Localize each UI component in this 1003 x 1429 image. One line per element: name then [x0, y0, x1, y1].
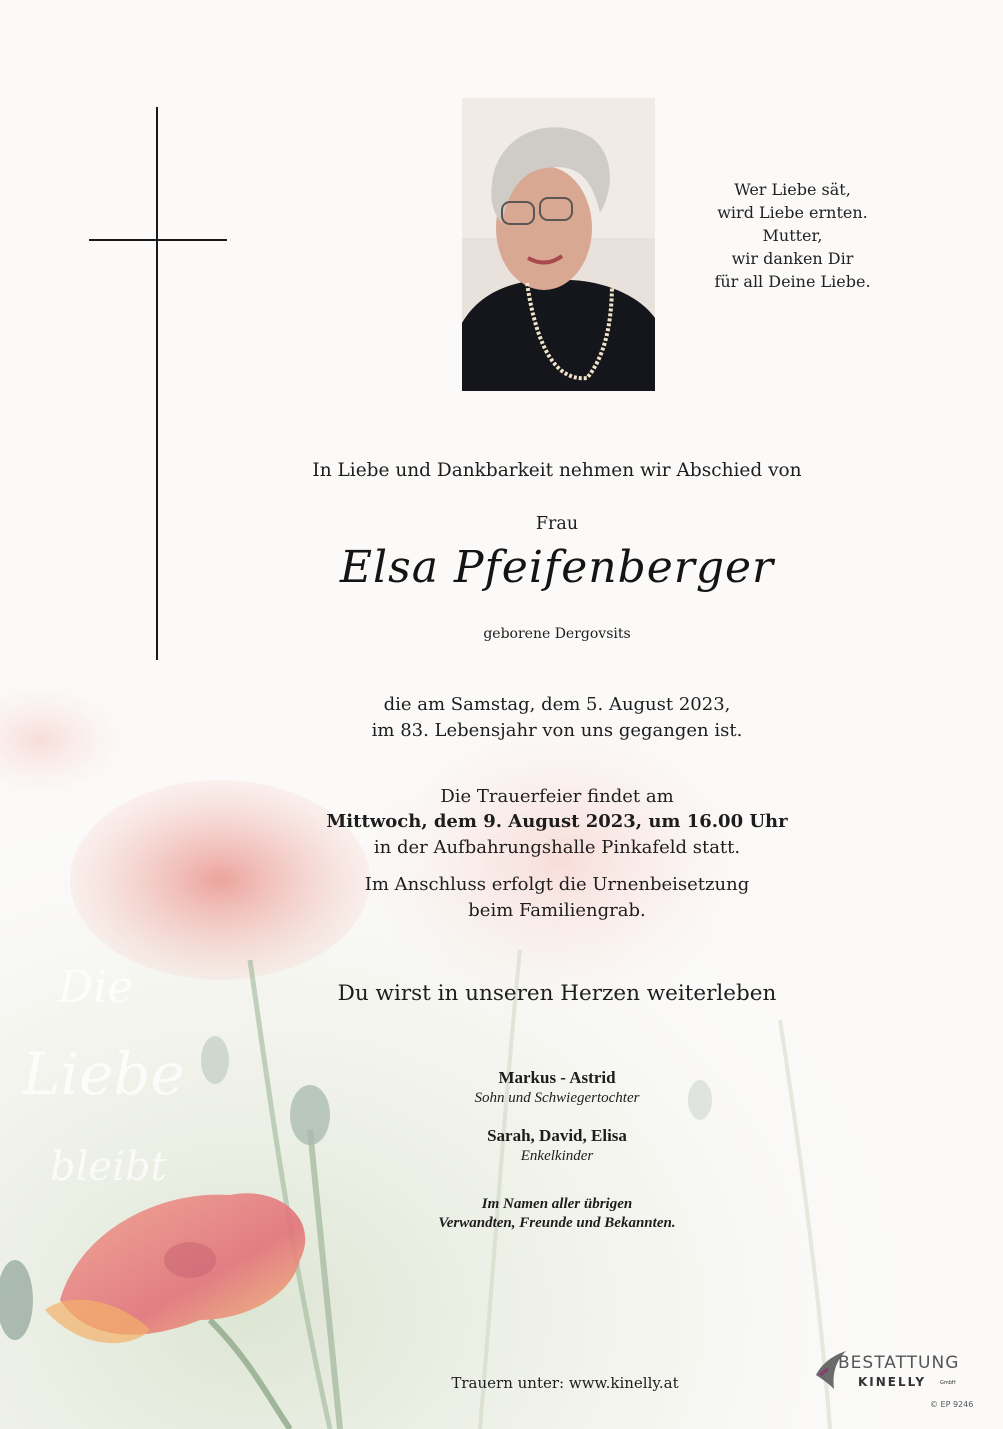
cross-icon-bar: [89, 239, 227, 241]
family-relation: Sohn und Schwiegertochter: [474, 1090, 640, 1106]
quote-line: Wer Liebe sät,: [734, 180, 851, 199]
logo-text-top: BESTATTUNG: [838, 1353, 960, 1373]
salutation: Frau: [535, 514, 579, 534]
birth-name: geborene Dergovsits: [483, 626, 631, 642]
quote-line: Mutter,: [762, 226, 823, 245]
others-line: Verwandten, Freunde und Bekannten.: [438, 1215, 676, 1231]
funeral-home-logo: [812, 1345, 962, 1397]
print-code: © EP 9246: [930, 1400, 974, 1409]
quote-line: wir danken Dir: [731, 249, 854, 268]
urn-line: Im Anschluss erfolgt die Urnenbeisetzung: [364, 874, 750, 895]
watermark-text: bleibt: [50, 1144, 167, 1190]
closing-line: Du wirst in unseren Herzen weiterleben: [337, 981, 777, 1006]
death-line: im 83. Lebensjahr von uns gegangen ist.: [371, 720, 743, 741]
intro-text: In Liebe und Dankbarkeit nehmen wir Abschied von: [312, 460, 802, 481]
quote-line: wird Liebe ernten.: [717, 203, 868, 222]
watermark-text: Liebe: [22, 1040, 185, 1108]
family-relation: Enkelkinder: [520, 1148, 594, 1164]
funeral-line: in der Aufbahrungshalle Pinkafeld statt.: [373, 837, 741, 858]
funeral-date: Mittwoch, dem 9. August 2023, um 16.00 Uhr: [326, 811, 788, 832]
mourning-link[interactable]: Trauern unter: www.kinelly.at: [451, 1374, 679, 1392]
family-names: Sarah, David, Elisa: [487, 1126, 627, 1145]
logo-text-bottom: KINELLY: [858, 1375, 927, 1389]
memorial-quote: [700, 178, 885, 293]
portrait-photo: [462, 98, 655, 391]
urn-line: beim Familiengrab.: [468, 900, 646, 921]
deceased-name: Elsa Pfeifenberger: [339, 542, 775, 593]
watermark-text: Die: [58, 962, 134, 1013]
quote-line: für all Deine Liebe.: [714, 272, 871, 291]
cross-icon: [156, 107, 158, 660]
logo-suffix: GmbH: [940, 1380, 956, 1386]
death-line: die am Samstag, dem 5. August 2023,: [383, 694, 731, 715]
funeral-line: Die Trauerfeier findet am: [440, 786, 674, 807]
others-line: Im Namen aller übrigen: [481, 1196, 633, 1212]
family-names: Markus - Astrid: [498, 1068, 616, 1087]
